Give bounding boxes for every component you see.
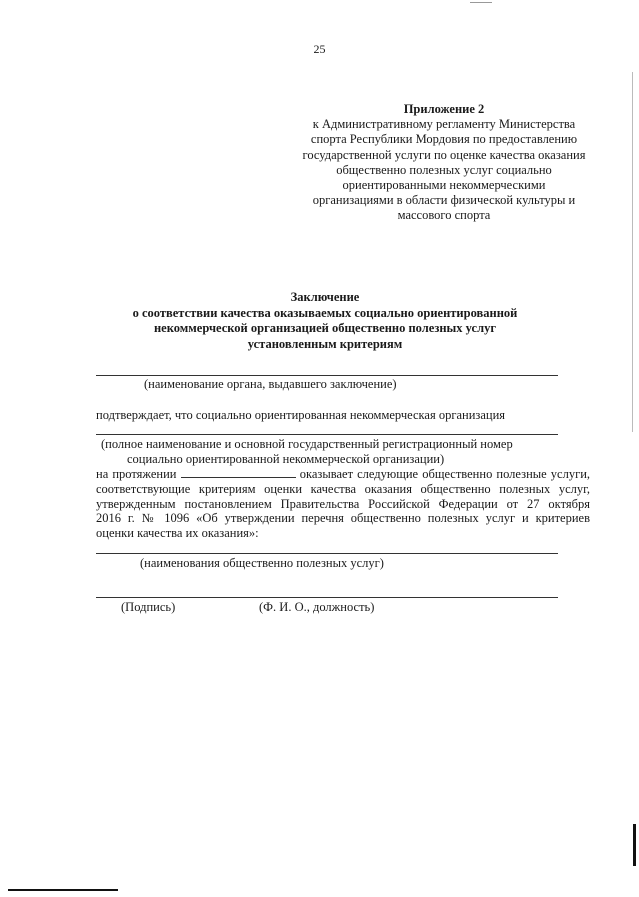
period-blank: [181, 467, 296, 478]
organization-caption-line1: (полное наименование и основной государственный регистрационный номер: [101, 437, 513, 451]
signature-line: [96, 597, 558, 598]
period-line: [96, 467, 590, 482]
signature-caption: (Подпись): [121, 600, 176, 614]
appendix-line: массового спорта: [397, 208, 491, 223]
appendix-title: Приложение 2: [403, 102, 485, 116]
confirms-text: подтверждает, что социально ориентированная некоммерческая организация: [96, 408, 506, 422]
services-paragraph: [96, 467, 590, 541]
appendix-line: общественно полезных услуг социально: [336, 162, 552, 177]
paragraph-line: 2016 г. № 1096 «Об утверждении перечня общественно полезных услуг и критериев: [96, 511, 590, 526]
appendix-line: государственной услуги по оценке качества оказания: [302, 147, 586, 162]
services-caption: (наименования общественно полезных услуг): [140, 556, 384, 570]
scan-edge-mark: [633, 824, 636, 866]
page-number: 25: [313, 42, 326, 56]
heading-line: некоммерческой организацией общественно полезных услуг: [153, 321, 497, 336]
appendix-header: [296, 102, 592, 224]
heading-line: установленным критериям: [247, 336, 403, 351]
scan-bottom-mark: [8, 889, 118, 891]
heading-line: о соответствии качества оказываемых социально ориентированной: [132, 305, 518, 320]
paragraph-line: оценки качества их оказания»:: [96, 526, 259, 541]
issuer-name-line: [96, 375, 558, 376]
organization-caption-line2: социально ориентированной некоммерческой организации): [127, 452, 445, 466]
document-heading: [90, 290, 560, 352]
scan-top-mark: [470, 2, 492, 3]
scan-edge-mark: [632, 72, 633, 432]
appendix-line: организациями в области физической культуры и: [312, 193, 576, 208]
services-name-line: [96, 553, 558, 554]
paragraph-line: утвержденным постановлением Правительства Российской Федерации от 27 октября: [96, 496, 590, 511]
name-position-caption: (Ф. И. О., должность): [259, 600, 375, 614]
period-prefix: на протяжении: [96, 467, 177, 481]
appendix-line: ориентированными некоммерческими: [342, 178, 546, 193]
period-suffix: оказывает следующие общественно полезные услуги,: [299, 467, 591, 481]
issuer-caption: (наименование органа, выдавшего заключение): [144, 377, 397, 391]
paragraph-line: соответствующие критериям оценки качества оказания общественно полезных услуг,: [96, 481, 590, 496]
appendix-line: к Административному регламенту Министерства: [312, 117, 576, 132]
appendix-line: спорта Республики Мордовия по предоставлению: [310, 132, 578, 147]
organization-name-line: [96, 434, 558, 435]
document-title: Заключение: [290, 290, 360, 304]
